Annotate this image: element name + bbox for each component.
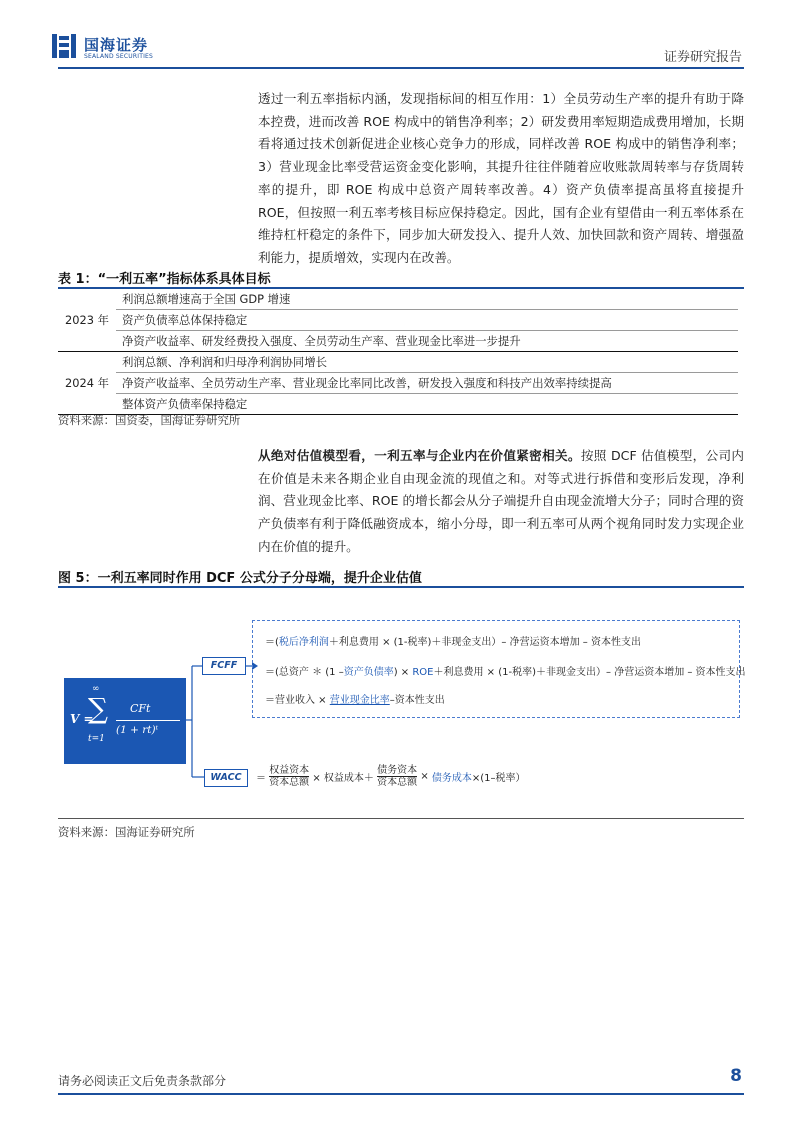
v-symbol: V = bbox=[70, 712, 94, 726]
intro-paragraph bbox=[258, 88, 744, 270]
sum-lower: t=1 bbox=[88, 734, 105, 744]
wacc-formula: ＝ 权益资本 资本总额 × 权益成本＋ 债务资本 资本总额 × 债务成本×(1–税率） bbox=[256, 765, 526, 788]
fraction-bar bbox=[116, 720, 180, 721]
fcff-line-1: ＝(税后净利润＋利息费用 × (1-税率)＋非现金支出）– 净营运资本增加 – 资本性支出 bbox=[265, 637, 641, 648]
figure-source: 资料来源：国海证券研究所 bbox=[58, 825, 195, 839]
fcff-formula-box bbox=[252, 620, 746, 718]
table-cell: 利润总额增速高于全国 GDP 增速 bbox=[116, 289, 738, 310]
logo-icon bbox=[52, 34, 76, 58]
footer-divider bbox=[58, 1093, 744, 1095]
sum-symbol: ∑ bbox=[88, 692, 108, 725]
cash-ratio-term: 营业现金比率 bbox=[329, 695, 390, 706]
table-source: 资料来源：国资委，国海证券研究所 bbox=[58, 413, 241, 427]
table-row bbox=[58, 310, 738, 331]
intro-text: 透过一利五率指标内涵，发现指标间的相互作用：1）全员劳动生产率的提升有助于降本控费，进而改善 ROE 构成中的销售净利率；2）研发费用率短期造成费用增加，长期看将通过技术创新促进企业核心竞争力的形成，同样改善 ROE 构成中的销售净利率；3）营业现金比率受营运资金变化影响，其提升往往伴随着应收账款周转率与存货周转率的提升，即 ROE 构成中总资产周转率改善。4）资产负债率提高虽将直接提升 ROE，但按照一利五率考核目标应保持稳定。因此，国有企业有望借由一利五率体系在维持杠杆稳定的条件下，同步加大研发投入、提升人效、加快回款和资产周转、增强盈利能力，提质增效，实现内在改善。 bbox=[258, 91, 744, 265]
fcff-tag: FCFF bbox=[202, 657, 246, 675]
table-cell: 整体资产负债率保持稳定 bbox=[116, 394, 738, 415]
table-cell: 利润总额、净利润和归母净利润协同增长 bbox=[116, 352, 738, 373]
year-cell: 2024 年 bbox=[58, 352, 116, 415]
fcff-line-3: ＝营业收入 × 营业现金比率–资本性支出 bbox=[265, 695, 445, 706]
table-cell: 资产负债率总体保持稳定 bbox=[116, 310, 738, 331]
footer-disclaimer: 请务必阅读正文后免责条款部分 bbox=[58, 1074, 227, 1088]
roe-term: ROE bbox=[412, 667, 434, 678]
denominator: (1 + rt)ᵗ bbox=[116, 724, 159, 736]
figure-bottom-rule bbox=[58, 818, 744, 819]
figure-top-rule bbox=[58, 586, 744, 588]
sum-upper: ∞ bbox=[92, 684, 100, 694]
numerator: CFt bbox=[130, 702, 151, 715]
year-cell: 2023 年 bbox=[58, 289, 116, 352]
table-cell: 净资产收益率、全员劳动生产率、营业现金比率同比改善，研发投入强度和科技产出效率持续提高 bbox=[116, 373, 738, 394]
table-row bbox=[58, 331, 738, 352]
valuation-formula bbox=[64, 678, 186, 764]
dcf-body: 按照 DCF 估值模型，公司内在价值是未来各期企业自由现金流的现值之和。对等式进行拆借和变形后发现，净利润、营业现金比率、ROE 的增长都会从分子端提升自由现金流增大分子；同时合理的资产负债率有利于降低融资成本，缩小分母，即一利五率可从两个视角同时发力实现企业内在价值的提升。 bbox=[258, 448, 744, 554]
dcf-paragraph bbox=[258, 445, 744, 559]
page-number: 8 bbox=[730, 1066, 742, 1086]
figure-caption: 图 5：一利五率同时作用 DCF 公式分子分母端，提升企业估值 bbox=[58, 571, 422, 586]
table-row bbox=[58, 373, 738, 394]
debt-weight: 债务资本 资本总额 bbox=[377, 765, 418, 788]
header-divider bbox=[58, 67, 744, 69]
net-profit-term: 税后净利润 bbox=[278, 637, 329, 648]
table-row bbox=[58, 289, 738, 310]
equity-weight: 权益资本 资本总额 bbox=[269, 765, 310, 788]
logo-name: 国海证券 bbox=[84, 36, 149, 54]
debt-ratio-term: 资产负债率 bbox=[343, 667, 394, 678]
fcff-line-2: ＝(总资产 ＊ (1 –资产负债率) × ROE＋利息费用 × (1-税率)＋非现金支出）– 净营运资本增加 – 资本性支出 bbox=[265, 667, 746, 678]
debt-cost-term: 债务成本 bbox=[431, 773, 472, 784]
logo-english: SEALAND SECURITIES bbox=[84, 53, 154, 60]
wacc-tag: WACC bbox=[204, 769, 248, 787]
table-cell: 净资产收益率、研发经费投入强度、全员劳动生产率、营业现金比率进一步提升 bbox=[116, 331, 738, 352]
table-caption: 表 1：“一利五率”指标体系具体目标 bbox=[58, 272, 271, 287]
dcf-lead: 从绝对估值模型看，一利五率与企业内在价值紧密相关。 bbox=[258, 448, 581, 463]
table-row bbox=[58, 352, 738, 373]
targets-table bbox=[58, 289, 738, 415]
report-type: 证券研究报告 bbox=[663, 50, 742, 65]
